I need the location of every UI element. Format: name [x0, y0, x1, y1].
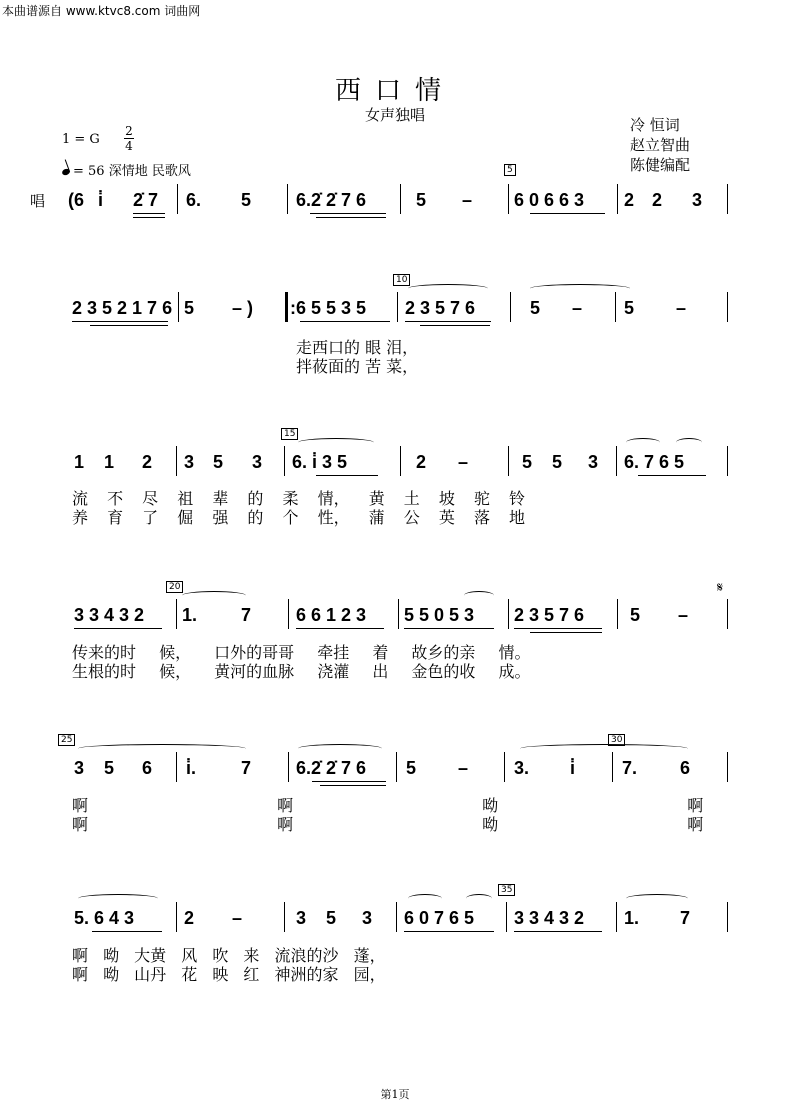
note: – — [458, 758, 469, 778]
lyrics-line-2: 啊 呦 山丹 花 映 红 神洲的家 园， — [72, 965, 386, 984]
note: 5 — [530, 298, 541, 318]
note: 3. — [514, 758, 530, 778]
note: – ) — [232, 298, 254, 318]
note: – — [232, 908, 243, 928]
note: – — [572, 298, 583, 318]
note: 2 — [624, 190, 635, 210]
note: 5. 6 4 3 — [74, 908, 135, 928]
time-signature-top: 2 — [125, 124, 133, 138]
tempo-marking: = 56 深情地 民歌风 — [62, 160, 191, 179]
note: 6 6 1 2 3 — [296, 605, 367, 625]
staff-system-6 — [0, 885, 790, 948]
note: – — [676, 298, 687, 318]
measure-number: 5 — [504, 164, 516, 176]
note: 5 5 0 5 3 — [404, 605, 475, 625]
arranger-credit: 陈健编配 — [630, 156, 691, 174]
note: 2 3 5 7 6 — [514, 605, 585, 625]
note: 7 — [241, 605, 252, 625]
song-subtitle: 女声独唱 — [364, 106, 425, 124]
source-header: 本曲谱源自 www.ktvc8.com 词曲网 — [2, 4, 201, 18]
quarter-note-icon — [61, 168, 71, 176]
note: 3 — [362, 908, 373, 928]
part-label: 唱 — [30, 192, 46, 210]
note: – — [458, 452, 469, 472]
note: 5 — [416, 190, 427, 210]
note: 5 — [406, 758, 417, 778]
lyrics-line-2: 养 育 了 倔 强 的 个 性， 蒲 公 英 落 地 — [72, 508, 526, 527]
note: 3 — [588, 452, 599, 472]
key-signature: 1 = G — [62, 132, 100, 147]
note: (6 — [68, 190, 85, 210]
note: 7. — [622, 758, 638, 778]
note: 2 3 5 2 1 7 6 — [72, 298, 173, 318]
note: 7 — [241, 758, 252, 778]
note: :6 5 5 3 5 — [290, 298, 367, 318]
note: 3 — [252, 452, 263, 472]
note: 1. — [624, 908, 640, 928]
note: 3 — [296, 908, 307, 928]
note: 3 — [184, 452, 195, 472]
note: 6. — [186, 190, 202, 210]
note: 2 — [142, 452, 153, 472]
note: i̇ — [570, 758, 576, 778]
note: 2̇ 7 — [133, 190, 159, 210]
measure-number: 25 — [58, 734, 75, 746]
lyricist-credit: 冷 恒词 — [630, 116, 680, 134]
note: 2 — [184, 908, 195, 928]
measure-number: 15 — [281, 428, 298, 440]
measure-number: 10 — [393, 274, 410, 286]
time-signature — [124, 124, 134, 153]
staff-system-5 — [0, 735, 790, 798]
lyrics-line-1: 啊 呦 大黄 风 吹 来 流浪的沙 蓬， — [72, 946, 386, 965]
note: i̇ — [98, 190, 104, 210]
lyrics-line-1: 流 不 尽 祖 辈 的 柔 情， 黄 土 坡 驼 铃 — [72, 489, 526, 508]
note: 6.2̇ 2̇ 7 6 — [296, 190, 367, 210]
note: 7 — [680, 908, 691, 928]
lyrics-line-1: 啊 啊 呦 啊 — [72, 796, 704, 815]
note: 6. 7 6 5 — [624, 452, 685, 472]
note: 3 3 4 3 2 — [74, 605, 145, 625]
measure-number: 20 — [166, 581, 183, 593]
lyrics-line-2: 生根的时 候， 黄河的血脉 浇灌 出 金色的收 成。 — [72, 662, 531, 681]
note: – — [678, 605, 689, 625]
lyrics-line-1: 传来的时 候， 口外的哥哥 牵挂 着 故乡的亲 情。 — [72, 643, 531, 662]
note: 2 — [416, 452, 427, 472]
note: 1. — [182, 605, 198, 625]
note: 5 — [184, 298, 195, 318]
measure-number: 35 — [498, 884, 515, 896]
segno-icon: 𝄋 — [717, 580, 724, 596]
note: 5 — [552, 452, 563, 472]
note: 5 — [241, 190, 252, 210]
note: 6 0 7 6 5 — [404, 908, 475, 928]
note: 5 — [630, 605, 641, 625]
note: 6 0 6 6 3 — [514, 190, 585, 210]
composer-credit: 赵立智曲 — [630, 136, 691, 154]
measure-number: 30 — [608, 734, 625, 746]
lyrics-line-2: 啊 啊 呦 啊 — [72, 815, 704, 834]
staff-system-4 — [0, 582, 790, 645]
note: 3 3 4 3 2 — [514, 908, 585, 928]
song-title: 西口情 — [334, 76, 455, 106]
lyrics-line-2: 拌莜面的 苦 菜， — [296, 357, 419, 376]
note: 5 — [522, 452, 533, 472]
note: 5 — [326, 908, 337, 928]
note: 6 — [680, 758, 691, 778]
note: 2 — [652, 190, 663, 210]
note: i̇. — [186, 758, 197, 778]
note: 3 — [74, 758, 85, 778]
note: 6 — [142, 758, 153, 778]
note: 5 — [213, 452, 224, 472]
note: – — [462, 190, 473, 210]
note: 6.2̇ 2̇ 7 6 — [296, 758, 367, 778]
staff-system-2 — [0, 275, 790, 338]
note: 1 — [104, 452, 115, 472]
note: 1 — [74, 452, 85, 472]
note: 5 — [624, 298, 635, 318]
page-number: 第1页 — [380, 1088, 410, 1101]
note: 5 — [104, 758, 115, 778]
note: 3 — [692, 190, 703, 210]
lyrics-line-1: 走西口的 眼 泪， — [296, 338, 419, 357]
note: 6. i̇ 3 5 — [292, 452, 348, 472]
note: 2 3 5 7 6 — [405, 298, 476, 318]
time-signature-bottom: 4 — [125, 139, 133, 153]
